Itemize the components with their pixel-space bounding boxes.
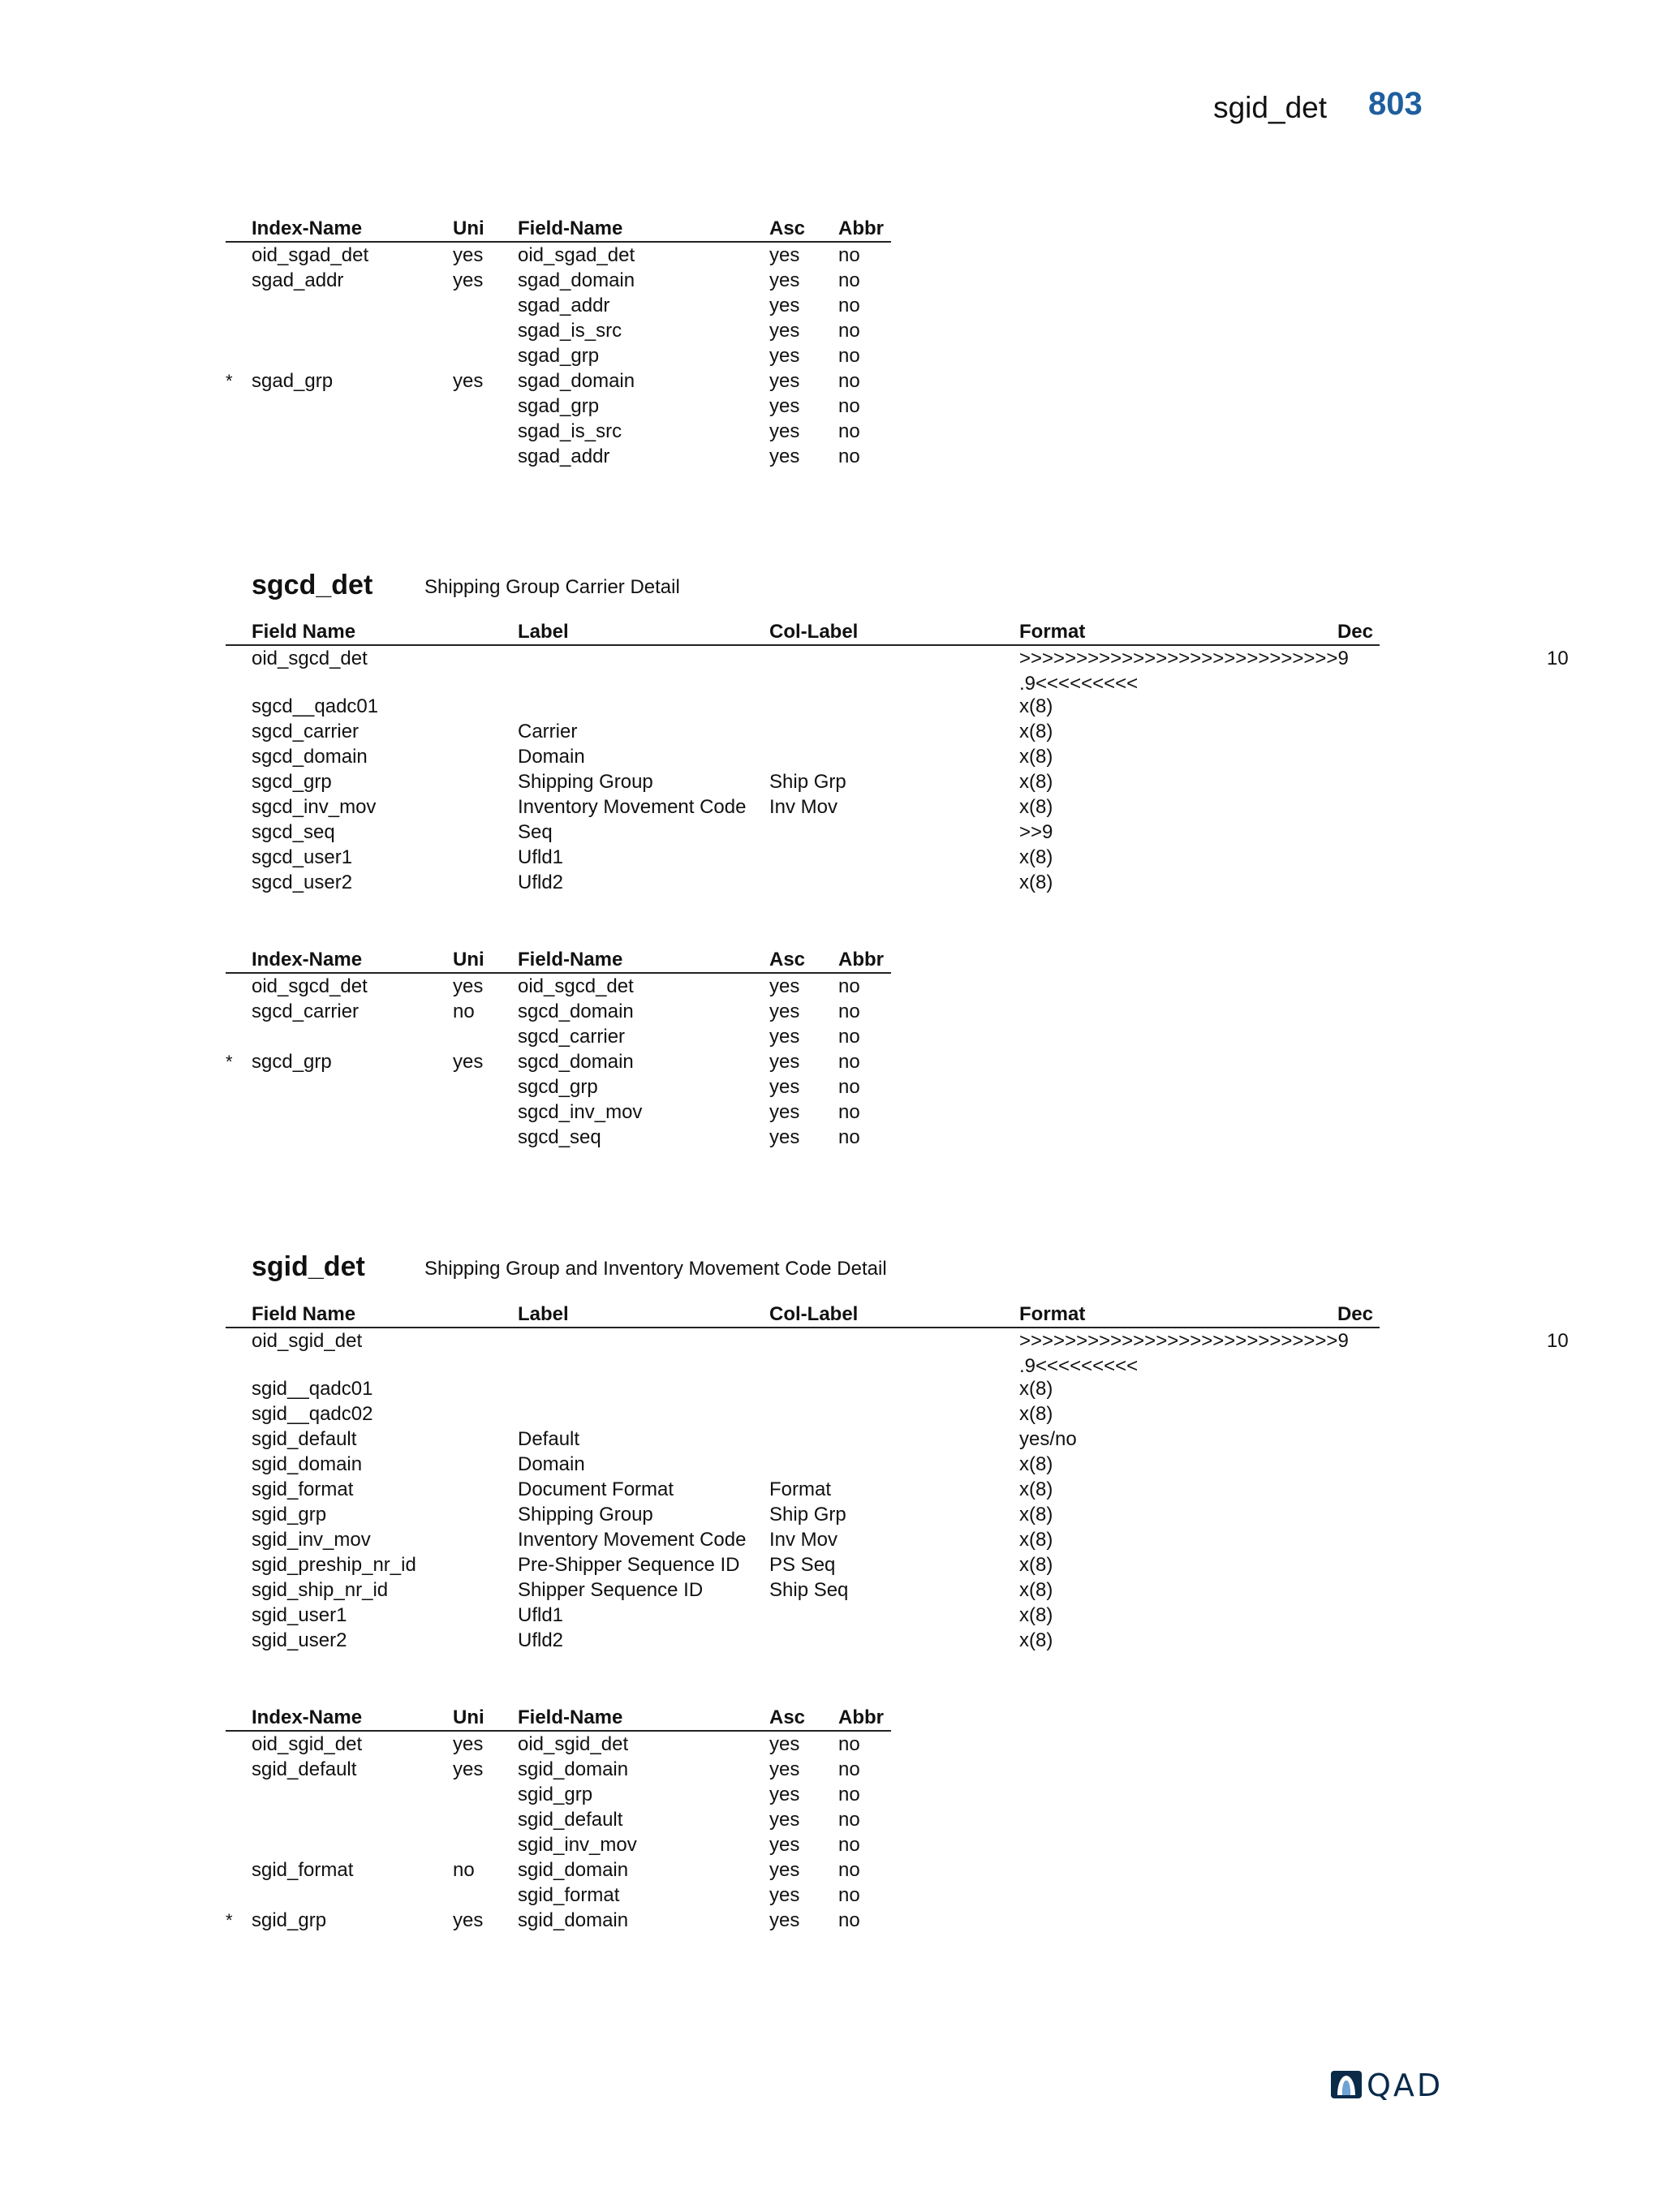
index-field-name: sgad_domain (518, 269, 635, 291)
index-abbreviated: no (838, 1101, 860, 1123)
field-name: sgcd_domain (252, 746, 368, 768)
field-name: sgid_default (252, 1428, 357, 1450)
field-label: Pre-Shipper Sequence ID (518, 1554, 740, 1576)
field-format: >>>>>>>>>>>>>>>>>>>>>>>>>>>>9 (1019, 648, 1349, 669)
index-abbreviated: no (838, 1051, 860, 1073)
index-abbreviated: no (838, 1809, 860, 1831)
field-name: sgid_format (252, 1478, 354, 1500)
index-abbreviated: no (838, 1001, 860, 1022)
field-row (226, 769, 1380, 794)
field-col-label: Format (769, 1478, 832, 1500)
index-unique: yes (453, 1758, 484, 1780)
index-row (226, 1908, 891, 1933)
index-field-name: sgid_inv_mov (518, 1834, 637, 1856)
field-row (226, 1477, 1380, 1502)
index-field-name: sgad_grp (518, 395, 600, 417)
field-row (226, 1577, 1380, 1603)
index-abbreviated: no (838, 345, 860, 367)
field-row (226, 820, 1380, 845)
sgid-index-table (226, 1705, 891, 1933)
index-unique: yes (453, 269, 484, 291)
field-format-continuation (226, 1353, 1380, 1376)
field-name: sgcd_grp (252, 771, 332, 793)
index-row (226, 1807, 891, 1832)
field-name: sgid__qadc02 (252, 1403, 373, 1425)
index-abbreviated: no (838, 1126, 860, 1148)
field-col-label: Ship Seq (769, 1579, 849, 1601)
index-abbreviated: no (838, 1733, 860, 1755)
index-field-name: sgad_domain (518, 370, 635, 392)
qad-logo (1331, 2069, 1445, 2102)
index-field-name: sgcd_domain (518, 1051, 634, 1073)
index-abbreviated: no (838, 320, 860, 342)
header-format: Format (1019, 621, 1086, 643)
field-row (226, 794, 1380, 820)
index-ascending: yes (769, 1076, 800, 1098)
field-format: x(8) (1019, 771, 1053, 793)
field-format: x(8) (1019, 1579, 1053, 1601)
field-format: x(8) (1019, 1378, 1053, 1400)
field-row (226, 694, 1380, 719)
field-row (226, 1628, 1380, 1653)
header-field-name: Field-Name (518, 949, 623, 970)
index-unique: yes (453, 975, 484, 997)
index-unique: no (453, 1859, 475, 1881)
header-uni: Uni (453, 217, 484, 239)
field-name: sgcd_carrier (252, 721, 360, 742)
sgid-field-table (226, 1302, 1569, 1653)
field-format: x(8) (1019, 746, 1053, 768)
index-ascending: yes (769, 244, 800, 266)
index-row (226, 1832, 891, 1857)
field-name: oid_sgid_det (252, 1330, 363, 1352)
field-label: Inventory Movement Code (518, 796, 747, 818)
index-abbreviated: no (838, 269, 860, 291)
field-row (226, 870, 1380, 895)
index-row (226, 318, 891, 343)
index-field-name: sgcd_inv_mov (518, 1101, 643, 1123)
field-format: x(8) (1019, 1504, 1053, 1526)
index-ascending: yes (769, 1051, 800, 1073)
field-row (226, 1328, 1569, 1353)
index-unique: yes (453, 244, 484, 266)
index-field-name: sgid_default (518, 1809, 623, 1831)
index-row (226, 1732, 891, 1757)
index-row (226, 1024, 891, 1049)
index-ascending: yes (769, 345, 800, 367)
index-abbreviated: no (838, 395, 860, 417)
field-decimals: 10 (1547, 648, 1569, 669)
field-name: sgid_user2 (252, 1629, 347, 1651)
section-name: sgid_det (1213, 91, 1327, 124)
index-row (226, 1100, 891, 1125)
index-row (226, 293, 891, 318)
index-field-name: sgid_grp (518, 1784, 593, 1805)
field-format-continuation (226, 671, 1380, 694)
primary-index-marker: * (226, 1910, 233, 1930)
field-row (226, 1452, 1380, 1477)
field-format: >>9 (1019, 821, 1053, 843)
index-abbreviated: no (838, 370, 860, 392)
field-format: x(8) (1019, 1629, 1053, 1651)
field-format: x(8) (1019, 1554, 1053, 1576)
field-format: x(8) (1019, 721, 1053, 742)
index-field-name: sgcd_carrier (518, 1026, 626, 1048)
sgcd-index-table (226, 947, 891, 1150)
field-col-label: Inv Mov (769, 1529, 838, 1551)
header-uni: Uni (453, 949, 484, 970)
primary-index-marker: * (226, 371, 233, 391)
index-row (226, 419, 891, 444)
index-ascending: yes (769, 1026, 800, 1048)
index-field-name: sgcd_domain (518, 1001, 634, 1022)
field-name: sgcd_inv_mov (252, 796, 377, 818)
index-row (226, 343, 891, 368)
header-index-name: Index-Name (252, 217, 363, 239)
index-row (226, 1782, 891, 1807)
index-row (226, 1757, 891, 1782)
index-ascending: yes (769, 1909, 800, 1931)
field-name: sgcd_user2 (252, 871, 353, 893)
index-ascending: yes (769, 1758, 800, 1780)
index-name: sgid_format (252, 1859, 354, 1881)
sgcd-field-table (226, 619, 1569, 895)
header-abbr: Abbr (838, 217, 884, 239)
header-abbr: Abbr (838, 1706, 884, 1728)
index-name: oid_sgad_det (252, 244, 369, 266)
index-unique: no (453, 1001, 475, 1022)
field-row (226, 1552, 1380, 1577)
index-ascending: yes (769, 1784, 800, 1805)
index-ascending: yes (769, 1126, 800, 1148)
index-abbreviated: no (838, 445, 860, 467)
index-row (226, 394, 891, 419)
index-ascending: yes (769, 1001, 800, 1022)
field-row (226, 1401, 1380, 1427)
field-label: Default (518, 1428, 580, 1450)
field-row (226, 646, 1569, 671)
index-name: sgad_grp (252, 370, 334, 392)
index-field-name: sgid_format (518, 1884, 620, 1906)
field-format: >>>>>>>>>>>>>>>>>>>>>>>>>>>>9 (1019, 1330, 1349, 1352)
header-index-name: Index-Name (252, 949, 363, 970)
field-header-row (226, 1302, 1380, 1328)
field-decimals: 10 (1547, 1330, 1569, 1352)
index-abbreviated: no (838, 295, 860, 316)
sgid-table-description: Shipping Group and Inventory Movement Code Detail (424, 1258, 887, 1280)
field-name: sgid__qadc01 (252, 1378, 373, 1400)
index-ascending: yes (769, 370, 800, 392)
index-field-name: sgad_grp (518, 345, 600, 367)
index-ascending: yes (769, 395, 800, 417)
index-name: sgid_default (252, 1758, 357, 1780)
index-abbreviated: no (838, 1784, 860, 1805)
field-format: x(8) (1019, 1403, 1053, 1425)
index-field-name: sgid_domain (518, 1859, 629, 1881)
field-label: Shipping Group (518, 1504, 653, 1526)
index-unique: yes (453, 370, 484, 392)
index-ascending: yes (769, 1101, 800, 1123)
field-label: Ufld1 (518, 1604, 564, 1626)
field-format: x(8) (1019, 846, 1053, 868)
field-col-label: Inv Mov (769, 796, 838, 818)
sgcd-table-title: sgcd_det (252, 570, 373, 600)
field-row (226, 1502, 1380, 1527)
index-name: oid_sgid_det (252, 1733, 363, 1755)
index-unique: yes (453, 1909, 484, 1931)
index-field-name: oid_sgid_det (518, 1733, 629, 1755)
index-row (226, 1883, 891, 1908)
field-name: sgid_grp (252, 1504, 327, 1526)
field-format: yes/no (1019, 1428, 1077, 1450)
field-row (226, 1427, 1380, 1452)
index-header-row (226, 1705, 891, 1732)
field-label: Domain (518, 1453, 585, 1475)
field-name: sgcd_seq (252, 821, 335, 843)
index-ascending: yes (769, 445, 800, 467)
field-row (226, 1603, 1380, 1628)
index-ascending: yes (769, 1834, 800, 1856)
index-field-name: sgad_is_src (518, 320, 622, 342)
index-field-name: sgcd_seq (518, 1126, 601, 1148)
field-row (226, 1376, 1380, 1401)
index-row (226, 1125, 891, 1150)
field-label: Ufld2 (518, 871, 564, 893)
index-abbreviated: no (838, 1834, 860, 1856)
header-label: Label (518, 1303, 569, 1325)
index-ascending: yes (769, 975, 800, 997)
header-dec: Dec (1337, 1303, 1373, 1325)
field-format: x(8) (1019, 695, 1053, 717)
index-row (226, 1857, 891, 1883)
sgcd-table-description: Shipping Group Carrier Detail (424, 576, 680, 598)
index-ascending: yes (769, 320, 800, 342)
header-col-label: Col-Label (769, 621, 859, 643)
header-index-name: Index-Name (252, 1706, 363, 1728)
index-unique: yes (453, 1733, 484, 1755)
field-format: x(8) (1019, 1529, 1053, 1551)
qad-logo-icon (1331, 2071, 1362, 2098)
field-format: x(8) (1019, 871, 1053, 893)
field-name: sgid_ship_nr_id (252, 1579, 389, 1601)
header-field-name: Field Name (252, 1303, 356, 1325)
field-label: Domain (518, 746, 585, 768)
sgid-table-title: sgid_det (252, 1251, 365, 1282)
header-field-name: Field-Name (518, 1706, 623, 1728)
index-row (226, 243, 891, 268)
field-name: sgcd_user1 (252, 846, 353, 868)
index-name: sgcd_grp (252, 1051, 332, 1073)
primary-index-marker: * (226, 1052, 233, 1072)
header-format: Format (1019, 1303, 1086, 1325)
index-name: sgad_addr (252, 269, 344, 291)
index-row (226, 1074, 891, 1100)
field-label: Inventory Movement Code (518, 1529, 747, 1551)
index-name: sgcd_carrier (252, 1001, 360, 1022)
index-abbreviated: no (838, 1909, 860, 1931)
field-format-wrap: .9<<<<<<<<< (1019, 1355, 1139, 1377)
index-abbreviated: no (838, 1758, 860, 1780)
field-label: Carrier (518, 721, 578, 742)
index-row (226, 999, 891, 1024)
index-abbreviated: no (838, 1026, 860, 1048)
header-uni: Uni (453, 1706, 484, 1728)
index-ascending: yes (769, 269, 800, 291)
index-row (226, 444, 891, 469)
field-label: Seq (518, 821, 553, 843)
field-label: Ufld2 (518, 1629, 564, 1651)
index-abbreviated: no (838, 1884, 860, 1906)
field-row (226, 744, 1380, 769)
index-ascending: yes (769, 1809, 800, 1831)
index-field-name: sgad_addr (518, 295, 610, 316)
field-label: Shipping Group (518, 771, 653, 793)
index-unique: yes (453, 1051, 484, 1073)
field-col-label: PS Seq (769, 1554, 836, 1576)
index-field-name: oid_sgcd_det (518, 975, 634, 997)
field-format-wrap: .9<<<<<<<<< (1019, 673, 1139, 695)
index-field-name: oid_sgad_det (518, 244, 635, 266)
field-name: sgcd__qadc01 (252, 695, 379, 717)
page-number: 803 (1368, 86, 1423, 122)
index-ascending: yes (769, 1884, 800, 1906)
field-format: x(8) (1019, 1453, 1053, 1475)
index-header-row (226, 216, 891, 243)
index-field-name: sgcd_grp (518, 1076, 598, 1098)
index-name: oid_sgcd_det (252, 975, 368, 997)
field-row (226, 1527, 1380, 1552)
index-name: sgid_grp (252, 1909, 327, 1931)
index-ascending: yes (769, 1859, 800, 1881)
qad-logo-text: QAD (1367, 2068, 1444, 2103)
header-field-name: Field-Name (518, 217, 623, 239)
field-row (226, 845, 1380, 870)
index-field-name: sgad_is_src (518, 420, 622, 442)
sgad-index-table (226, 216, 891, 469)
index-field-name: sgid_domain (518, 1758, 629, 1780)
header-asc: Asc (769, 217, 806, 239)
index-header-row (226, 947, 891, 974)
index-row (226, 368, 891, 394)
header-col-label: Col-Label (769, 1303, 859, 1325)
field-name: oid_sgcd_det (252, 648, 368, 669)
field-format: x(8) (1019, 1604, 1053, 1626)
index-row (226, 1049, 891, 1074)
index-abbreviated: no (838, 1076, 860, 1098)
index-ascending: yes (769, 295, 800, 316)
index-field-name: sgad_addr (518, 445, 610, 467)
field-label: Shipper Sequence ID (518, 1579, 704, 1601)
header-dec: Dec (1337, 621, 1373, 643)
field-label: Document Format (518, 1478, 674, 1500)
field-header-row (226, 619, 1380, 646)
field-name: sgid_preship_nr_id (252, 1554, 416, 1576)
index-abbreviated: no (838, 244, 860, 266)
header-field-name: Field Name (252, 621, 356, 643)
index-row (226, 974, 891, 999)
field-label: Ufld1 (518, 846, 564, 868)
field-name: sgid_inv_mov (252, 1529, 371, 1551)
header-label: Label (518, 621, 569, 643)
header-asc: Asc (769, 949, 806, 970)
index-ascending: yes (769, 420, 800, 442)
header-asc: Asc (769, 1706, 806, 1728)
field-col-label: Ship Grp (769, 771, 846, 793)
index-ascending: yes (769, 1733, 800, 1755)
index-abbreviated: no (838, 975, 860, 997)
field-name: sgid_user1 (252, 1604, 347, 1626)
field-format: x(8) (1019, 1478, 1053, 1500)
index-abbreviated: no (838, 1859, 860, 1881)
header-abbr: Abbr (838, 949, 884, 970)
field-format: x(8) (1019, 796, 1053, 818)
field-col-label: Ship Grp (769, 1504, 846, 1526)
field-row (226, 719, 1380, 744)
field-name: sgid_domain (252, 1453, 363, 1475)
index-field-name: sgid_domain (518, 1909, 629, 1931)
index-abbreviated: no (838, 420, 860, 442)
index-row (226, 268, 891, 293)
